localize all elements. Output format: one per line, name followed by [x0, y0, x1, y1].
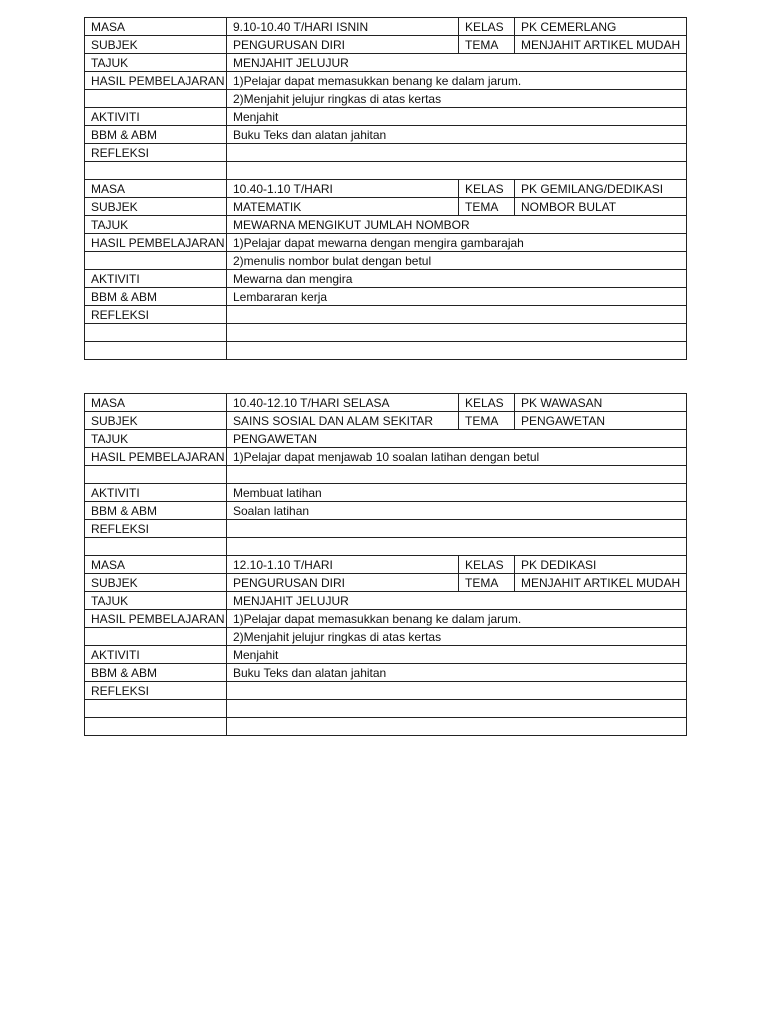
- empty-cell: [85, 718, 227, 736]
- value-bbm: Soalan latihan: [227, 502, 687, 520]
- empty-cell: [85, 324, 227, 342]
- value-tema: PENGAWETAN: [515, 412, 687, 430]
- value-tema: NOMBOR BULAT: [515, 198, 687, 216]
- value-hasil-1: 1)Pelajar dapat memasukkan benang ke dalam jarum.: [227, 72, 687, 90]
- row-hasil-2: [85, 628, 687, 646]
- value-hasil-1: 1)Pelajar dapat mewarna dengan mengira gambarajah: [227, 234, 687, 252]
- row-blank: [85, 538, 687, 556]
- row-bbm: [85, 126, 687, 144]
- value-tajuk: MEWARNA MENGIKUT JUMLAH NOMBOR: [227, 216, 687, 234]
- label-refleksi: REFLEKSI: [85, 306, 227, 324]
- lesson-plan-table-1: [84, 17, 687, 360]
- value-refleksi: [227, 520, 687, 538]
- empty-cell: [227, 342, 687, 360]
- row-blank: [85, 718, 687, 736]
- label-aktiviti: AKTIVITI: [85, 484, 227, 502]
- value-kelas: PK CEMERLANG: [515, 18, 687, 36]
- label-hasil: HASIL PEMBELAJARAN: [85, 72, 227, 90]
- empty-cell: [227, 324, 687, 342]
- value-tema: MENJAHIT ARTIKEL MUDAH: [515, 574, 687, 592]
- row-bbm: [85, 502, 687, 520]
- row-blank: [85, 466, 687, 484]
- row-masa: [85, 180, 687, 198]
- value-tajuk: MENJAHIT JELUJUR: [227, 54, 687, 72]
- value-masa: 10.40-12.10 T/HARI SELASA: [227, 394, 459, 412]
- row-hasil-2: [85, 90, 687, 108]
- row-bbm: [85, 664, 687, 682]
- empty-cell: [227, 538, 687, 556]
- row-subjek: [85, 198, 687, 216]
- label-aktiviti: AKTIVITI: [85, 270, 227, 288]
- empty-cell: [227, 466, 687, 484]
- label-hasil: HASIL PEMBELAJARAN: [85, 234, 227, 252]
- label-tajuk: TAJUK: [85, 430, 227, 448]
- value-aktiviti: Mewarna dan mengira: [227, 270, 687, 288]
- empty-cell: [227, 718, 687, 736]
- label-tema: TEMA: [459, 198, 515, 216]
- empty-cell: [85, 700, 227, 718]
- row-tajuk: [85, 592, 687, 610]
- row-blank: [85, 342, 687, 360]
- row-masa: [85, 18, 687, 36]
- label-tajuk: TAJUK: [85, 216, 227, 234]
- row-subjek: [85, 412, 687, 430]
- row-aktiviti: [85, 108, 687, 126]
- label-tajuk: TAJUK: [85, 592, 227, 610]
- label-hasil: HASIL PEMBELAJARAN: [85, 610, 227, 628]
- label-bbm: BBM & ABM: [85, 664, 227, 682]
- value-subjek: SAINS SOSIAL DAN ALAM SEKITAR: [227, 412, 459, 430]
- row-aktiviti: [85, 484, 687, 502]
- label-tema: TEMA: [459, 36, 515, 54]
- row-blank: [85, 162, 687, 180]
- value-hasil-2: 2)Menjahit jelujur ringkas di atas kertas: [227, 90, 687, 108]
- value-bbm: Lembararan kerja: [227, 288, 687, 306]
- row-masa: [85, 556, 687, 574]
- row-masa: [85, 394, 687, 412]
- row-blank: [85, 700, 687, 718]
- value-aktiviti: Menjahit: [227, 108, 687, 126]
- label-bbm: BBM & ABM: [85, 126, 227, 144]
- label-masa: MASA: [85, 180, 227, 198]
- lesson-plan-table-2: [84, 393, 687, 736]
- row-aktiviti: [85, 270, 687, 288]
- value-masa: 10.40-1.10 T/HARI: [227, 180, 459, 198]
- value-refleksi: [227, 144, 687, 162]
- empty-cell: [85, 538, 227, 556]
- label-refleksi: REFLEKSI: [85, 682, 227, 700]
- label-kelas: KELAS: [459, 180, 515, 198]
- row-aktiviti: [85, 646, 687, 664]
- value-aktiviti: Membuat latihan: [227, 484, 687, 502]
- value-subjek: PENGURUSAN DIRI: [227, 36, 459, 54]
- value-hasil-2: 2)Menjahit jelujur ringkas di atas kertas: [227, 628, 687, 646]
- value-tema: MENJAHIT ARTIKEL MUDAH: [515, 36, 687, 54]
- row-refleksi: [85, 682, 687, 700]
- label-tema: TEMA: [459, 574, 515, 592]
- empty-cell: [227, 700, 687, 718]
- empty-cell: [227, 162, 687, 180]
- empty-cell: [85, 90, 227, 108]
- label-kelas: KELAS: [459, 556, 515, 574]
- row-tajuk: [85, 430, 687, 448]
- value-bbm: Buku Teks dan alatan jahitan: [227, 126, 687, 144]
- value-subjek: MATEMATIK: [227, 198, 459, 216]
- value-kelas: PK WAWASAN: [515, 394, 687, 412]
- empty-cell: [85, 162, 227, 180]
- row-refleksi: [85, 306, 687, 324]
- row-subjek: [85, 574, 687, 592]
- value-kelas: PK GEMILANG/DEDIKASI: [515, 180, 687, 198]
- row-bbm: [85, 288, 687, 306]
- label-hasil: HASIL PEMBELAJARAN: [85, 448, 227, 466]
- value-hasil-1: 1)Pelajar dapat memasukkan benang ke dalam jarum.: [227, 610, 687, 628]
- value-bbm: Buku Teks dan alatan jahitan: [227, 664, 687, 682]
- value-aktiviti: Menjahit: [227, 646, 687, 664]
- empty-cell: [85, 252, 227, 270]
- label-bbm: BBM & ABM: [85, 288, 227, 306]
- label-subjek: SUBJEK: [85, 36, 227, 54]
- label-bbm: BBM & ABM: [85, 502, 227, 520]
- value-tajuk: MENJAHIT JELUJUR: [227, 592, 687, 610]
- value-masa: 12.10-1.10 T/HARI: [227, 556, 459, 574]
- label-refleksi: REFLEKSI: [85, 520, 227, 538]
- empty-cell: [85, 466, 227, 484]
- label-subjek: SUBJEK: [85, 412, 227, 430]
- value-subjek: PENGURUSAN DIRI: [227, 574, 459, 592]
- label-masa: MASA: [85, 394, 227, 412]
- row-subjek: [85, 36, 687, 54]
- label-tema: TEMA: [459, 412, 515, 430]
- row-refleksi: [85, 520, 687, 538]
- row-tajuk: [85, 216, 687, 234]
- value-hasil-2: 2)menulis nombor bulat dengan betul: [227, 252, 687, 270]
- row-hasil-2: [85, 252, 687, 270]
- label-refleksi: REFLEKSI: [85, 144, 227, 162]
- row-hasil: [85, 448, 687, 466]
- label-kelas: KELAS: [459, 394, 515, 412]
- empty-cell: [85, 628, 227, 646]
- row-hasil: [85, 72, 687, 90]
- value-hasil-1: 1)Pelajar dapat menjawab 10 soalan latihan dengan betul: [227, 448, 687, 466]
- value-refleksi: [227, 306, 687, 324]
- label-aktiviti: AKTIVITI: [85, 108, 227, 126]
- value-kelas: PK DEDIKASI: [515, 556, 687, 574]
- label-masa: MASA: [85, 18, 227, 36]
- row-blank: [85, 324, 687, 342]
- empty-cell: [85, 342, 227, 360]
- label-subjek: SUBJEK: [85, 574, 227, 592]
- label-kelas: KELAS: [459, 18, 515, 36]
- row-tajuk: [85, 54, 687, 72]
- label-masa: MASA: [85, 556, 227, 574]
- row-refleksi: [85, 144, 687, 162]
- row-hasil: [85, 610, 687, 628]
- label-subjek: SUBJEK: [85, 198, 227, 216]
- value-masa: 9.10-10.40 T/HARI ISNIN: [227, 18, 459, 36]
- label-tajuk: TAJUK: [85, 54, 227, 72]
- value-tajuk: PENGAWETAN: [227, 430, 687, 448]
- value-refleksi: [227, 682, 687, 700]
- label-aktiviti: AKTIVITI: [85, 646, 227, 664]
- row-hasil: [85, 234, 687, 252]
